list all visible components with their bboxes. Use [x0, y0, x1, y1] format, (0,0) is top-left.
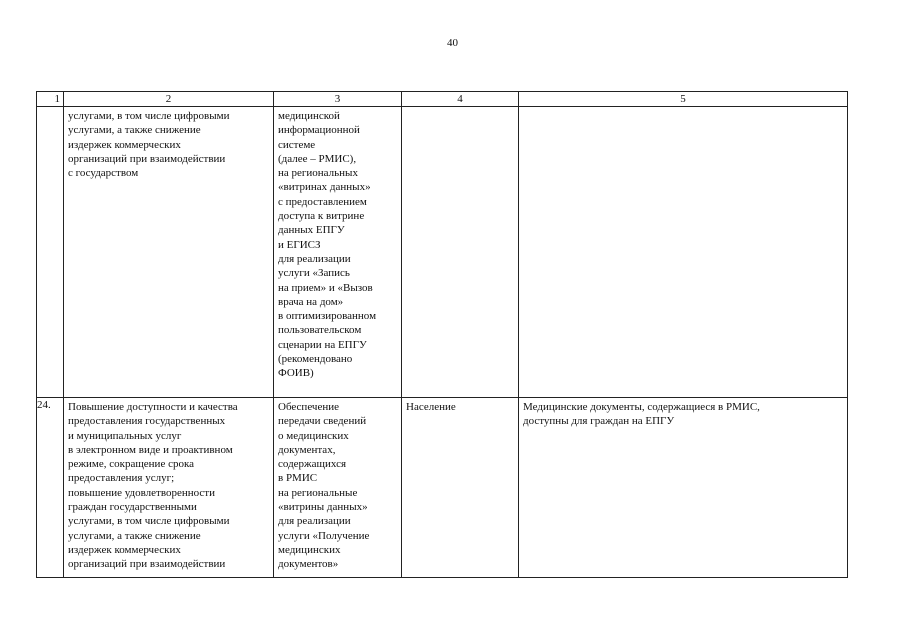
cell-text-line: содержащихся: [278, 458, 347, 471]
result-cell: [519, 398, 848, 578]
row-number-cell: 24.: [37, 398, 64, 578]
page-number: 40: [447, 37, 458, 49]
cell-text-line: медицинской: [278, 110, 340, 122]
cell-text-line: доступа к витрине: [278, 210, 365, 223]
cell-text-line: на прием» и «Вызов: [278, 281, 373, 294]
cell-text-line: системе: [278, 138, 316, 151]
table-header-row: [37, 92, 848, 107]
cell-text-line: данных ЕПГУ: [278, 224, 345, 237]
cell-text-line: доступны для граждан на ЕПГУ: [523, 415, 675, 428]
cell-text-line: врача на дом»: [278, 295, 344, 308]
cell-text-line: и муниципальных услуг: [68, 429, 182, 442]
cell-text-line: услуги «Получение: [278, 529, 370, 542]
cell-text-line: информационной: [278, 124, 360, 137]
cell-text-line: Медицинские документы, содержащиеся в РМИС,: [523, 401, 760, 413]
measure-cell: [274, 398, 402, 578]
cell-text-line: с предоставлением: [278, 195, 367, 208]
cell-text-line: организаций при взаимодействии: [68, 558, 226, 571]
cell-text-line: документов»: [278, 558, 339, 571]
cell-text-line: о медицинских: [278, 429, 349, 442]
cell-text-line: с государством: [68, 167, 139, 180]
cell-text-line: для реализации: [278, 515, 351, 528]
cell-text-line: граждан государственными: [68, 501, 197, 514]
cell-text-line: (далее – РМИС),: [278, 152, 357, 165]
cell-text-line: Повышение доступности и качества: [68, 401, 238, 413]
goal-cell: [64, 398, 274, 578]
measure-cell: [274, 107, 402, 398]
cell-text-line: пользовательском: [278, 324, 362, 337]
cell-text-line: в электронном виде и проактивном: [68, 443, 233, 456]
cell-text-line: сценарии на ЕПГУ: [278, 338, 367, 351]
cell-text-line: и ЕГИСЗ: [278, 238, 321, 251]
cell-text-line: «витрины данных»: [278, 501, 368, 514]
header-cell-5: 5: [519, 92, 848, 107]
cell-text-line: предоставления услуг;: [68, 472, 175, 485]
table-row: [37, 398, 848, 578]
cell-text-line: медицинских: [278, 543, 341, 556]
cell-text-line: услугами, в том числе цифровыми: [68, 110, 230, 122]
header-cell-3: 3: [274, 92, 402, 107]
result-cell: [519, 107, 848, 398]
cell-text-line: «витринах данных»: [278, 181, 371, 194]
cell-text-line: передачи сведений: [278, 415, 367, 428]
cell-text-line: режиме, сокращение срока: [68, 458, 195, 471]
cell-text-line: повышение удовлетворенности: [68, 486, 215, 499]
target-group-cell: [402, 107, 519, 398]
row-number-cell: [37, 107, 64, 398]
cell-text-line: (рекомендовано: [278, 353, 353, 366]
cell-text-line: услуги «Запись: [278, 267, 350, 280]
header-cell-1: 1: [37, 92, 64, 107]
cell-text-line: издержек коммерческих: [68, 543, 181, 556]
target-group-cell: [402, 398, 519, 578]
cell-text-line: для реализации: [278, 252, 351, 265]
header-cell-4: 4: [402, 92, 519, 107]
cell-text-line: издержек коммерческих: [68, 138, 181, 151]
table-row: [37, 107, 848, 398]
cell-text-line: Обеспечение: [278, 401, 339, 413]
cell-text-line: Население: [406, 401, 456, 413]
measures-table: [36, 91, 848, 578]
goal-cell: [64, 107, 274, 398]
cell-text-line: услугами, а также снижение: [68, 124, 201, 137]
cell-text-line: услугами, в том числе цифровыми: [68, 515, 230, 528]
cell-text-line: документах,: [278, 443, 336, 456]
cell-text-line: организаций при взаимодействии: [68, 152, 226, 165]
cell-text-line: в РМИС: [278, 472, 318, 485]
cell-text-line: предоставления государственных: [68, 415, 226, 428]
cell-text-line: на региональные: [278, 486, 358, 499]
header-cell-2: 2: [64, 92, 274, 107]
cell-text-line: в оптимизированном: [278, 310, 377, 323]
cell-text-line: на региональных: [278, 167, 358, 180]
cell-text-line: ФОИВ): [278, 367, 314, 380]
cell-text-line: услугами, а также снижение: [68, 529, 201, 542]
